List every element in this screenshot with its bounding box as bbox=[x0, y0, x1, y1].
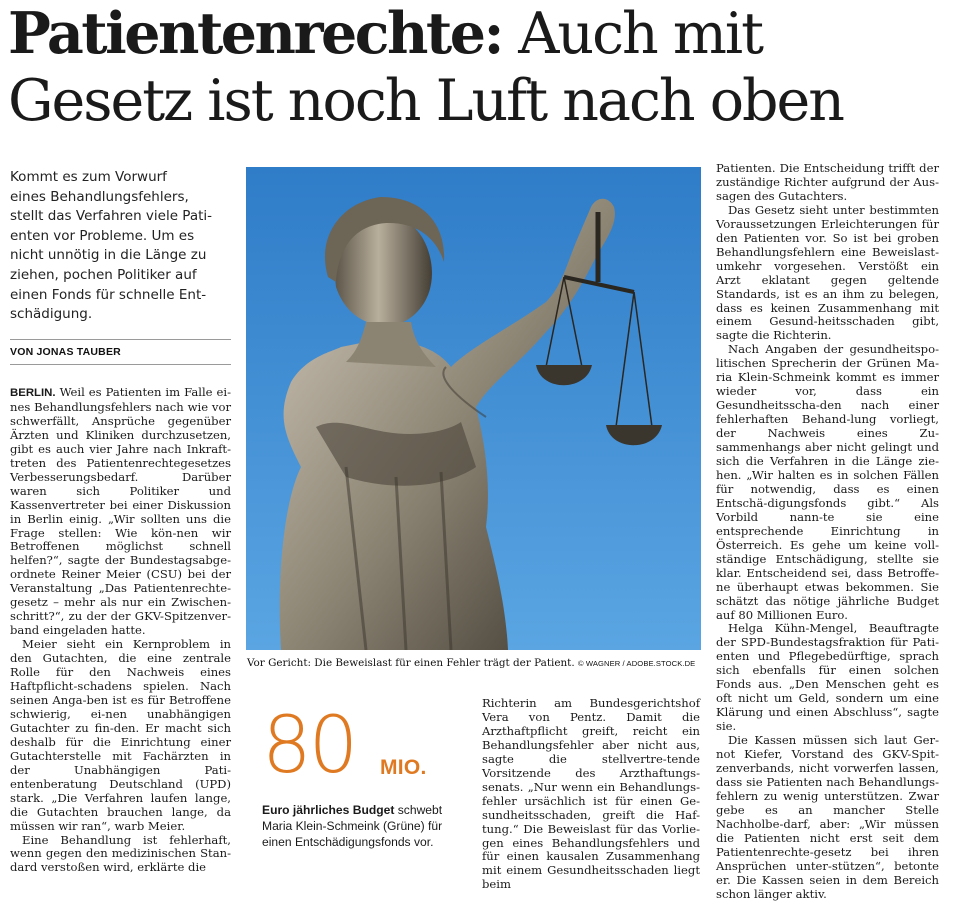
lead-line: nicht unnötig in die Länge zu bbox=[10, 247, 207, 264]
photo-caption bbox=[247, 656, 703, 671]
headline-line1-rest: Auch mit bbox=[518, 1, 763, 67]
byline: VON JONAS TAUBER bbox=[10, 346, 121, 358]
article-paragraph: Helga Kühn-Mengel, Beauftragte der SPD-Bundestagsfraktion für Pati-enten und Pflegebedürftige, sprach sich ebenfalls für einen solchen Fonds aus. „Den Menschen geht es oft nicht um Geld, sondern um eine Klärung und einen Abschluss“, sagte sie. bbox=[716, 621, 939, 734]
article-paragraph: Die Kassen müssen sich laut Ger-not Kiefer, Vorstand des GKV-Spit-zenverbands, nicht vorwerfen lassen, dass sie Patienten nach Behandlungs-fehlern zu wenig unterstützen. Zwar gebe es an mancher Stelle Nachholbe-darf, aber: „Wir müssen die Patienten nicht erst seit dem Patientenrechte-gesetz bei ihren Ansprüchen unter-stützen“, betonte er. Die Kassen seien in dem Bereich schon länger aktiv. bbox=[716, 733, 939, 901]
justitia-photo bbox=[246, 167, 701, 650]
fact-number: 80 bbox=[262, 701, 356, 791]
fact-description bbox=[262, 802, 462, 850]
fact-description-bold: Euro jährliches Budget bbox=[262, 803, 395, 817]
article-paragraph bbox=[10, 386, 231, 638]
byline-rule-top bbox=[10, 339, 231, 340]
article-paragraph: Nach Angaben der gesundheitspo-litischen Sprecherin der Grünen Ma-ria Klein-Schmeink kommt es immer wieder vor, dass ein Gesundheitsscha-den nach einer fehlerhaften Behand-lung vorliegt, der Nachweis eines Zu-sammenhangs aber nicht gelingt und sich die Verfahren in die Länge zie-hen. „Wir halten es in solchen Fällen für notwendig, dass es einen Entschä-digungsfonds gibt.“ Als Vorbild nann-te sie eine entsprechende Einrichtung in Österreich. Es gehe um keine voll-ständige Entschädigung, stellte sie klar. Entscheidend sei, dass Betroffe-ne überhaupt etwas bekommen. Sie schätzt das nötige jährliche Budget auf 80 Millionen Euro. bbox=[716, 342, 939, 622]
lead-line: ziehen, pochen Politiker auf bbox=[10, 266, 197, 283]
article-paragraph: Eine Behandlung ist fehlerhaft, wenn gegen den medizinischen Stan-dard verstoßen wird, erklärte die bbox=[10, 832, 231, 875]
caption-text: Vor Gericht: Die Beweislast für einen Fehler trägt der Patient. bbox=[247, 657, 575, 669]
fact-unit: MIO. bbox=[380, 756, 427, 779]
article-paragraph: Meier sieht ein Kernproblem in den Gutachten, die eine zentrale Rolle für den Nachweis eines Haftpflicht-schadens spielen. Nach seinen Anga-ben ist es für Betroffene schwierig, ei-nen unabhängigen Gutachter zu fin-den. Er macht sich deshalb für die Einrichtung einer Gutachterstelle mit Fachärzten in der Unabhängigen Pati-entenberatung Deutschland (UPD) stark. „Die Verfahren laufen lange, die Gutachten brauchen lange, da müssen wir ran“, warb Meier. bbox=[10, 637, 231, 833]
lead-line: stellt das Verfahren viele Pati- bbox=[10, 208, 213, 225]
byline-rule-bottom bbox=[10, 364, 231, 365]
photo-credit: © WAGNER / ADOBE.STOCK.DE bbox=[577, 659, 696, 668]
headline bbox=[8, 0, 953, 135]
article-paragraph: Richterin am Bundesgerichtshof Vera von Pentz. Damit die Arzthaftpflicht greift, reicht ein Behandlungsfehler aber nicht aus, sagte die stellvertre-tende Vorsitzende des Arzthaftungs-senats. „Nur wenn ein Behandlungs-fehler ursächlich ist für einen Ge-sundheitsschaden, greift die Haf-tung.“ Die Beweislast für das Vorlie-gen eines Behandlungsfehlers und für einen kausalen Zusammenhang mit einem Gesundheitsschaden liegt beim bbox=[482, 696, 700, 892]
paragraph-text: Weil es Patienten im Falle ei-nes Behandlungsfehlers nach wie vor schwerfällt, Ansprüche gegenüber Ärzten und Kliniken durchzusetzen, gibt es auch vier Jahre nach Inkraft-treten des Patientenrechtegesetzes Verbesserungsbedarf. Darüber waren sich Politiker und Kassenvertreter bei einer Diskussion in Berlin einig. „Wir sollten uns die Frage stellen: Wie kön-nen wir Betroffenen möglichst schnell helfen?“, sagte der Bundestagsabge-ordnete Reiner Meier (CSU) bei der Veranstaltung „Das Patientenrechte-gesetz – mehr als nur ein Zwischen-schritt?“, zu der der GKV-Spitzenver-band eingeladen hatte. bbox=[10, 385, 232, 638]
fact-description-rest: schwebt Maria Klein-Schmeink (Grüne) für einen Entschädigungsfonds vor. bbox=[262, 803, 443, 849]
lead-line: enten vor Probleme. Um es bbox=[10, 227, 195, 244]
article-column-3 bbox=[716, 162, 939, 902]
lead-paragraph bbox=[10, 168, 232, 325]
justitia-statue-image bbox=[246, 167, 701, 650]
headline-line2: Gesetz ist noch Luft nach oben bbox=[8, 68, 843, 134]
lead-line: einen Fonds für schnelle Ent- bbox=[10, 286, 207, 303]
article-column-1 bbox=[10, 386, 231, 875]
article-paragraph: Das Gesetz sieht unter bestimmten Voraussetzungen Erleichterungen für den Patienten vor. So ist bei groben Behandlungsfehlern eine Beweislast-umkehr vorgesehen. Verstößt ein Arzt eklatant gegen geltende Standards, ist es an ihm zu belegen, dass es keinen Zusammenhang mit einem Gesund-heitsschaden gibt, sagte die Richterin. bbox=[716, 202, 939, 343]
article-paragraph: Patienten. Die Entscheidung trifft der zuständige Richter aufgrund der Aus-sagen des Gutachters. bbox=[716, 161, 939, 203]
lead-line: Kommt es zum Vorwurf bbox=[10, 169, 167, 185]
article-column-2 bbox=[482, 697, 700, 892]
lead-line: eines Behandlungsfehlers, bbox=[10, 188, 189, 205]
dateline: BERLIN. bbox=[10, 387, 56, 399]
headline-keyword: Patientenrechte: bbox=[8, 0, 503, 67]
lead-line: schädigung. bbox=[10, 306, 93, 323]
